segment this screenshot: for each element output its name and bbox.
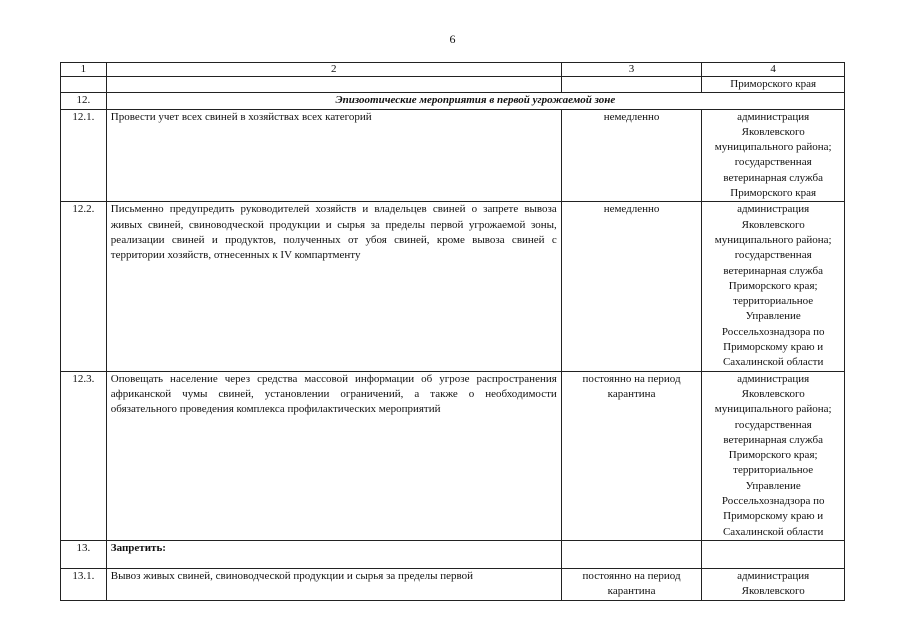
page-number: 6 [449,32,456,46]
responsible-line: Управление [745,479,801,492]
section-12-title: Эпизоотические мероприятия в первой угрожаемой зоне [106,93,844,109]
responsible-line: Приморскому краю и [723,510,824,523]
responsible-line: Яковлевского [741,585,805,598]
table-row [61,371,845,540]
responsible-line: государственная [734,249,812,262]
section-13-term-cell [561,540,702,568]
section-12-row [61,93,845,109]
row-number: 12.1. [61,109,107,202]
continuation-resp-cell: Приморского края [702,77,845,93]
column-header-3: 3 [561,63,702,77]
column-header-2: 2 [106,63,561,77]
responsible-line: территориальное [733,295,814,308]
measure-responsible [702,202,845,371]
measure-text: Оповещать население через средства массовой информации об угрозе распространения африканской чумы свиней, установлении ограничений, а также о необходимости обязательного проведения комплекса профилактических мероприятий [106,371,561,540]
responsible-line: муниципального района; [714,403,832,416]
row-number: 13.1. [61,568,107,600]
responsible-line: государственная [734,418,812,431]
responsible-line: Управление [745,310,801,323]
measure-responsible [702,568,845,600]
measure-term: постоянно на период карантина [561,371,702,540]
responsible-line: Приморского края; [728,279,818,292]
responsible-line: территориальное [733,464,814,477]
responsible-line: Россельхознадзора по [721,325,825,338]
responsible-line: государственная [734,156,812,169]
responsible-line: администрация [737,569,810,582]
responsible-line: администрация [737,203,810,216]
section-13-resp-cell [702,540,845,568]
measure-term: постоянно на период карантина [561,568,702,600]
measure-text: Письменно предупредить руководителей хозяйств и владельцев свиней о запрете вывоза живых свиней, свиноводческой продукции и сырья за пределы первой угрожаемой зоны, реализации свиней и продуктов, полученных от убоя свиней, кроме вывоза свиней с территории хозяйств, отнесенных к IV компартменту [106,202,561,371]
responsible-line: администрация [737,372,810,385]
row-number: 12.3. [61,371,107,540]
responsible-line: Яковлевского [741,125,805,138]
responsible-line: ветеринарная служба [723,264,823,277]
responsible-line: Приморского края; [728,449,818,462]
measures-table [60,62,845,601]
responsible-line: муниципального района; [714,141,832,154]
section-13-row [61,540,845,568]
column-header-row [61,63,845,77]
table-row [61,202,845,371]
section-13-num: 13. [61,540,107,568]
responsible-line: Яковлевского [741,387,805,400]
measure-term: немедленно [561,202,702,371]
continuation-row [61,77,845,93]
continuation-num-cell [61,77,107,93]
row-number: 12.2. [61,202,107,371]
table-row [61,109,845,202]
column-header-4: 4 [702,63,845,77]
table-row [61,568,845,600]
responsible-line: ветеринарная служба [723,433,823,446]
responsible-line: ветеринарная служба [723,171,823,184]
responsible-line: Россельхознадзора по [721,495,825,508]
responsible-line: администрация [737,110,810,123]
section-12-num: 12. [61,93,107,109]
measure-responsible [702,109,845,202]
responsible-line: Яковлевского [741,218,805,231]
measure-responsible [702,371,845,540]
responsible-line: муниципального района; [714,233,832,246]
measure-term: немедленно [561,109,702,202]
responsible-line: Сахалинской области [722,356,824,369]
section-13-title: Запретить: [106,540,561,568]
continuation-text-cell [106,77,561,93]
measure-text: Вывоз живых свиней, свиноводческой продукции и сырья за пределы первой [106,568,561,600]
responsible-line: Приморского края [730,187,817,200]
measure-text: Провести учет всех свиней в хозяйствах всех категорий [106,109,561,202]
responsible-line: Сахалинской области [722,525,824,538]
column-header-1: 1 [61,63,107,77]
continuation-term-cell [561,77,702,93]
responsible-line: Приморскому краю и [723,341,824,354]
